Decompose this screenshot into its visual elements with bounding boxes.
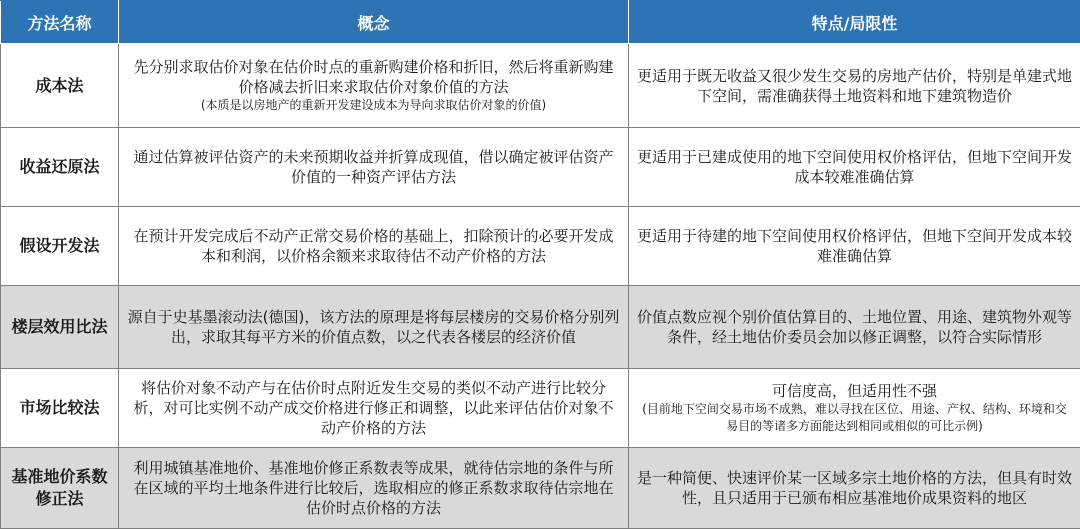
table-row <box>1 448 1080 529</box>
method-name: 市场比较法 <box>1 369 119 448</box>
concept-cell <box>119 44 629 128</box>
feature-text: 更适用于既无收益又很少发生交易的房地产估价，特别是单建式地下空间，需准确获得土地资料和地下建筑物造价 <box>637 66 1072 106</box>
table-row <box>1 369 1080 448</box>
feature-text: 价值点数应视个别价值估算目的、土地位置、用途、建筑物外观等条件，经土地估价委员会加以修正调整，以符合实际情形 <box>637 307 1072 347</box>
concept-text: 源自于史基墨滚动法(德国)，该方法的原理是将每层楼房的交易价格分别列出，求取其每平方米的价值点数，以之代表各楼层的经济价值 <box>127 307 620 347</box>
feature-cell <box>629 448 1080 529</box>
table-header-row <box>1 1 1080 44</box>
concept-cell <box>119 369 629 448</box>
concept-cell <box>119 286 629 369</box>
feature-text: 可信度高，但适用性不强 <box>637 381 1072 401</box>
header-method-name: 方法名称 <box>1 1 119 44</box>
concept-cell <box>119 128 629 207</box>
concept-note: (本质是以房地产的重新开发建设成本为导向求取估价对象的价值) <box>127 97 620 114</box>
method-name: 假设开发法 <box>1 207 119 286</box>
feature-text: 是一种简便、快速评价某一区域多宗土地价格的方法，但具有时效性，且只适用于已颁布相应基准地价成果资料的地区 <box>637 468 1072 508</box>
header-features: 特点/局限性 <box>629 1 1080 44</box>
feature-text: 更适用于已建成使用的地下空间使用权价格评估，但地下空间开发成本较难准确估算 <box>637 147 1072 187</box>
table-row <box>1 207 1080 286</box>
method-name: 成本法 <box>1 44 119 128</box>
feature-cell <box>629 286 1080 369</box>
feature-text: 更适用于待建的地下空间使用权价格评估，但地下空间开发成本较难准确估算 <box>637 226 1072 266</box>
feature-cell <box>629 369 1080 448</box>
concept-cell <box>119 448 629 529</box>
method-name: 楼层效用比法 <box>1 286 119 369</box>
concept-text: 在预计开发完成后不动产正常交易价格的基础上，扣除预计的必要开发成本和利润，以价格余额来求取待估不动产价格的方法 <box>127 226 620 266</box>
table-row <box>1 286 1080 369</box>
concept-text: 将估价对象不动产与在估价时点附近发生交易的类似不动产进行比较分析，对可比实例不动产成交价格进行修正和调整，以此来评估估价对象不动产价格的方法 <box>127 378 620 438</box>
method-name: 收益还原法 <box>1 128 119 207</box>
feature-cell <box>629 44 1080 128</box>
method-name: 基准地价系数修正法 <box>1 448 119 529</box>
table-row <box>1 128 1080 207</box>
feature-cell <box>629 128 1080 207</box>
table-row <box>1 44 1080 128</box>
feature-cell <box>629 207 1080 286</box>
concept-cell <box>119 207 629 286</box>
concept-text: 利用城镇基准地价、基准地价修正系数表等成果，就待估宗地的条件与所在区域的平均土地条件进行比较后，选取相应的修正系数求取待估宗地在估价时点价格的方法 <box>127 458 620 518</box>
concept-text: 先分别求取估价对象在估价时点的重新购建价格和折旧，然后将重新购建价格减去折旧来求取估价对象价值的方法 <box>127 57 620 97</box>
concept-text: 通过估算被评估资产的未来预期收益并折算成现值，借以确定被评估资产价值的一种资产评估方法 <box>127 147 620 187</box>
feature-note: (目前地下空间交易市场不成熟，难以寻找在区位、用途、产权、结构、环境和交易目的等诸多方面能达到相同或相似的可比示例) <box>637 401 1072 435</box>
header-concept: 概念 <box>119 1 629 44</box>
